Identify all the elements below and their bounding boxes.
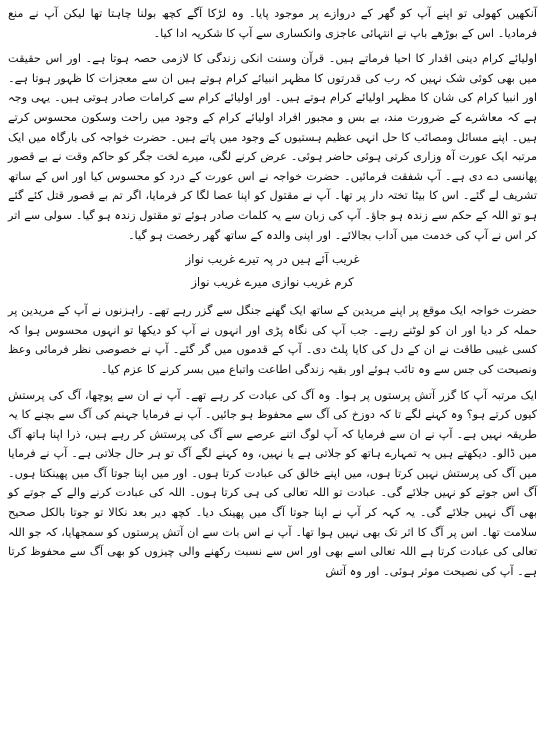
couplet-line-1: غریب آئے ہیں در پہ تیرے غریب نواز [185, 252, 360, 267]
paragraph-1: آنکھیں کھولی تو اپنے آپ کو گھر کے دروازے پر موجود پایا۔ وہ لڑکا آگے کچھ بولنا چاہتا تھا لیکن آپ نے منع فرمادیا۔ اس کے بوڑھے باپ نے انتہائی عاجزی وانکساری سے آپ کا شکریہ ادا کیا۔ [8, 7, 537, 40]
paragraph-4: ایک مرتبہ آپ کا گزر آتش پرستوں پر ہوا۔ وہ آگ کی عبادت کر رہے تھے۔ آپ نے ان سے پوچھا، آگ کی پرستش کیوں کرتے ہو؟ وہ کہنے لگے تا کہ دوزخ کی آگ سے محفوظ ہو جائیں۔ آپ نے فرمایا جہنم کی آگ سے بچنے کا یہ طریقہ نہیں ہے۔ آپ نے ان سے فرمایا کہ آپ لوگ اتنے عرصے سے آگ کی پرستش کر رہے ہیں، ذرا اپنا ہاتھ آگ میں ڈالو۔ دیکھتے ہیں یہ تمہارے ہاتھ کو جلاتی ہے یا نہیں، وہ کہنے لگے آگ تو ہر حال جلاتی ہے۔ آپ نے فرمایا میں آگ کی پرستش نہیں کرتا ہوں، میں اپنے خالق کی عبادت کرتا ہوں۔ اور میں اپنا جوتا آگ میں پھینکتا ہوں۔ آگ اس جوتے کو نہیں جلائے گی۔ عبادت تو اللہ تعالی کی ہی کرتا ہوں۔ اللہ کی عبادت کرنے والے کے جوتے کو بھی آگ نہیں جلائے گی۔ یہ کہہ کر آپ نے اپنا جوتا آگ میں پھینک دیا۔ کچھ دیر بعد نکالا تو جوتا بالکل صحیح سلامت تھا۔ اس پر آگ کا اثر تک بھی نہیں ہوا تھا۔ آپ نے اس بات سے ان آتش پرستوں کو سمجھایا، کہ جو اللہ تعالی کی عبادت کرتا ہے اللہ تعالی اسے بھی اور اس سے نسبت رکھنے والی چیزوں کو بھی آگ سے محفوظ کرتا ہے۔ آپ کی نصیحت موثر ہوئی۔ اور وہ آتش [8, 388, 537, 578]
paragraph-2: اولیائے کرام دینی اقدار کا احیا فرماتے ہیں۔ قرآن وسنت انکی زندگی کا لازمی حصہ ہوتا ہے۔ اور اس حقیقت میں بھی کوئی شک نہیں کہ رب کی قدرتوں کا مظہر انبیائے کرام ہوتے ہیں ان سے معجزات کا ظہور ہوتا ہے۔ اور انبیا کرام کی شان کا مظہر اولیائے کرام ہوتے ہیں۔ اور اولیائے کرام سے کرامات صادر ہوتی ہیں۔ یہی وجہ ہے کہ معاشرے کے ضرورت مند، بے بس و مجبور افراد اولیائے کرام کے وجود میں راحت وسکون محسوس کرتے ہیں۔ اپنے مسائل ومصائب کا حل انہی عظیم ہستیوں کے وجود میں پاتے ہیں۔ حضرت خواجہ کی بارگاہ میں ایک مرتبہ ایک عورت آہ وزاری کرتی ہوئی حاضر ہوئی۔ عرض کرنے لگی، میرے لخت جگر کو حاکم وقت نے بے قصور پھانسی دے دی ہے۔ آپ شفقت فرمائیں۔ حضرت خواجہ نے اس عورت کے درد کو محسوس کیا اور اس کے ساتھ تشریف لے گئے۔ اس کا بیٹا تختہ دار پر تھا۔ آپ نے مقتول کو اپنا عصا لگا کر فرمایا، اگر تم بے قصور قتل کئے گئے ہو تو اللہ کے حکم سے زندہ ہو جاؤ۔ آپ کی زبان سے یہ کلمات صادر ہوئے تو مقتول زندہ ہو گیا۔ سولی سے اتر کر اس نے آپ کی خدمت میں آداب بجالائے۔ اور اپنی والدہ کے ساتھ گھر رخصت ہو گیا۔ [8, 52, 537, 242]
paragraph-3: حضرت خواجہ ایک موقع پر اپنے مریدین کے ساتھ ایک گھنے جنگل سے گزر رہے تھے۔ راہزنوں نے آپ کے مریدین پر حملہ کر دیا اور ان کو لوٹنے رہے۔ جب آپ کی نگاہ پڑی اور انہوں نے آپ کو دیکھا تو انہوں محسوس ہوا کہ کسی غیبی طاقت نے ان کے دل کی کایا پلٹ دی۔ آپ کے قدموں میں گر گئے۔ آپ نے خصوصی نظر فرمائی وعظ ونصیحت کی جس سے وہ تائب ہوئے اور بقیہ زندگی اطاعت واتباع میں بسر کرنے کا عزم کیا۔ [8, 304, 537, 376]
couplet [8, 249, 537, 293]
couplet-line-2: کرم غریب نوازی میرے غریب نواز [191, 275, 354, 290]
